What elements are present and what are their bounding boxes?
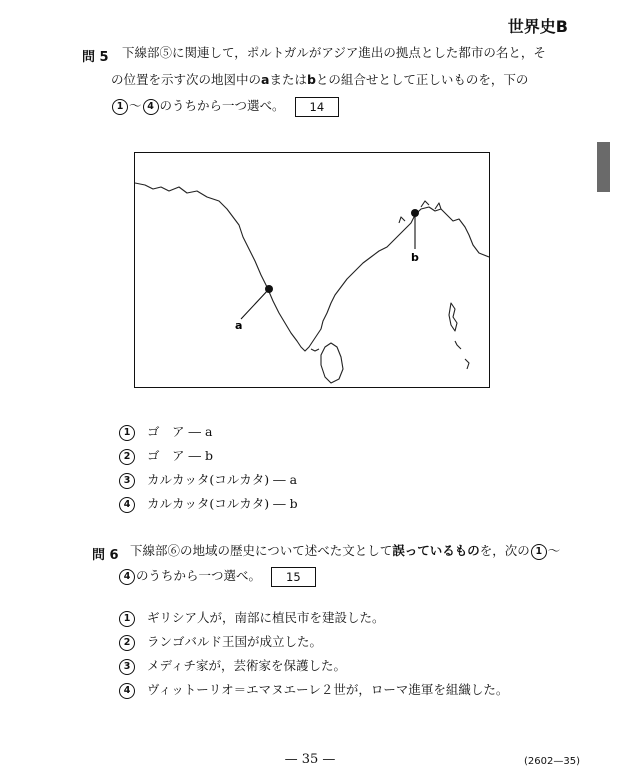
choice-item[interactable]: [118, 654, 508, 678]
choice-text: ゴ ア ― a: [147, 424, 213, 439]
map-ref-a: a: [261, 72, 270, 87]
choice-item[interactable]: [118, 630, 508, 654]
side-index-tab: [597, 142, 610, 192]
answer-box-15[interactable]: 15: [271, 567, 316, 587]
choice-item[interactable]: [118, 468, 298, 492]
choice-item[interactable]: [118, 606, 508, 630]
circled-number: 2: [119, 449, 135, 465]
choice-text: ギリシア人が，南部に植民市を建設した。: [147, 610, 385, 625]
map-markers: [241, 209, 419, 319]
sri-lanka: [321, 343, 343, 383]
south-asia-map: [134, 152, 490, 388]
circled-number-1: 1: [531, 544, 547, 560]
map-label-b: b: [411, 251, 419, 264]
question-6-label: 問 6: [92, 548, 119, 563]
circled-number: 4: [119, 497, 135, 513]
circled-number: 4: [119, 683, 135, 699]
map-label-a: a: [235, 319, 243, 332]
subject-header: 世界史B: [507, 17, 568, 36]
circled-number: 1: [119, 611, 135, 627]
emphasis-incorrect: 誤っているもの: [392, 543, 480, 558]
question-5-label: 問 5: [82, 50, 109, 65]
circled-number: 1: [119, 425, 135, 441]
question-6-choices: [118, 606, 508, 702]
circled-number: 3: [119, 659, 135, 675]
map-ref-b: b: [306, 72, 316, 87]
choice-text: メディチ家が，芸術家を保護した。: [147, 658, 347, 673]
choice-text: ランゴバルド王国が成立した。: [147, 634, 323, 649]
answer-box-14[interactable]: 14: [295, 97, 340, 117]
choice-text: カルカッタ(コルカタ) ― b: [147, 496, 298, 511]
question-6-line-2: 4 のうちから一つ選べ。 15: [118, 564, 316, 588]
choice-item[interactable]: [118, 420, 298, 444]
circled-number: 2: [119, 635, 135, 651]
question-5-line-3: 1 〜 4 のうちから一つ選べ。 14: [111, 94, 339, 118]
circled-number-1: 1: [112, 99, 128, 115]
choice-item[interactable]: [118, 492, 298, 516]
question-5-choices: [118, 420, 298, 516]
choice-item[interactable]: [118, 444, 298, 468]
question-5-line-1: 下線部⑤に関連して，ポルトガルがアジア進出の拠点とした都市の名と，そ: [122, 45, 546, 60]
choice-text: カルカッタ(コルカタ) ― a: [147, 472, 298, 487]
question-6-line-1: 下線部⑥の地域の歴史について述べた文として誤っているものを，次の 1 〜: [130, 543, 561, 558]
map-svg: [135, 153, 489, 387]
question-5-line-2: の位置を示す次の地図中のaまたはbとの組合せとして正しいものを，下の: [111, 72, 529, 87]
circled-number-4: 4: [119, 569, 135, 585]
circled-number: 3: [119, 473, 135, 489]
choice-text: ゴ ア ― b: [147, 448, 213, 463]
choice-item[interactable]: [118, 678, 508, 702]
exam-code: (2602—35): [524, 756, 580, 767]
page-number: — 35 —: [284, 752, 336, 767]
choice-text: ヴィットーリオ＝エマヌエーレ２世が，ローマ進軍を組織した。: [147, 682, 509, 697]
circled-number-4: 4: [143, 99, 159, 115]
